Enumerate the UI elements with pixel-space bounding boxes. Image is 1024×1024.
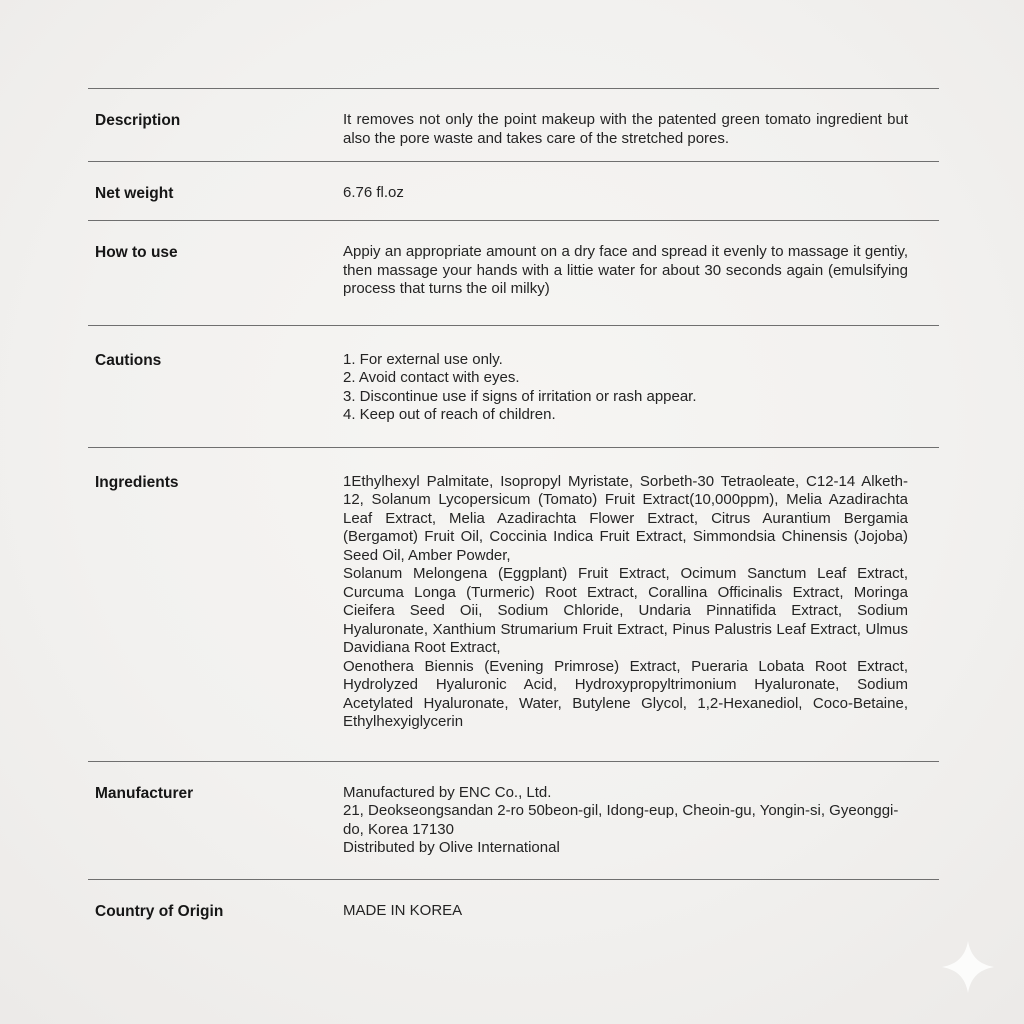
how-to-use-text: Appiy an appropriate amount on a dry face and spread it evenly to massage it gentiy, then massage your hands with a littie water for about 30 seconds again (emulsifying process that turns the oil milky) <box>343 243 908 297</box>
table-row <box>88 879 939 951</box>
product-info-table <box>88 88 939 951</box>
net-weight-value: 6.76 fl.oz <box>343 184 404 201</box>
manufacturer-line: Distributed by Olive International <box>343 839 560 856</box>
table-row <box>88 761 939 879</box>
table-row <box>88 88 939 161</box>
row-label-country-of-origin: Country of Origin <box>95 902 224 920</box>
caution-line: 4. Keep out of reach of children. <box>343 406 556 423</box>
caution-line: 2. Avoid contact with eyes. <box>343 369 520 386</box>
row-label-manufacturer: Manufacturer <box>95 784 194 802</box>
row-label-description: Description <box>95 112 181 129</box>
row-label-net-weight: Net weight <box>95 185 174 202</box>
table-row <box>88 447 939 761</box>
row-label-how-to-use: How to use <box>95 244 178 261</box>
table-row <box>88 161 939 220</box>
table-row <box>88 325 939 447</box>
manufacturer-line: Manufactured by ENC Co., Ltd. <box>343 783 552 801</box>
country-of-origin-value: MADE IN KOREA <box>343 901 463 919</box>
description-text: It removes not only the point makeup with the patented green tomato ingredient but also the pore waste and takes care of the stretched pores. <box>343 111 908 147</box>
manufacturer-line: 21, Deokseongsandan 2-ro 50beon-gil, Idong-eup, Cheoin-gu, Yongin-si, Gyeonggi-do, Korea 17130 <box>343 802 899 838</box>
row-label-cautions: Cautions <box>95 351 162 369</box>
sparkle-icon <box>942 941 994 993</box>
caution-line: 3. Discontinue use if signs of irritation or rash appear. <box>343 387 697 405</box>
row-label-ingredients: Ingredients <box>95 473 179 491</box>
ingredients-paragraph: Solanum Melongena (Eggplant) Fruit Extract, Ocimum Sanctum Leaf Extract, Curcuma Longa (Turmeric) Root Extract, Corallina Officinalis Extract, Moringa Cieifera Seed Oii, Sodium Chloride, Undaria Pinnatifida Extract, Sodium Hyaluronate, Xanthium Strumarium Fruit Extract, Pinus Palustris Leaf Extract, Ulmus Davidiana Root Extract, <box>343 565 908 656</box>
ingredients-paragraph: 1Ethylhexyl Palmitate, Isopropyl Myristate, Sorbeth-30 Tetraoleate, C12-14 Alketh-12, Solanum Lycopersicum (Tomato) Fruit Extract(10,000ppm), Melia Azadirachta Leaf Extract, Melia Azadirachta Flower Extract, Citrus Aurantium Bergamia (Bergamot) Fruit Oil, Coccinia Indica Fruit Extract, Simmondsia Chinensis (Jojoba) Seed Oil, Amber Powder, <box>343 472 908 564</box>
ingredients-paragraph: Oenothera Biennis (Evening Primrose) Extract, Pueraria Lobata Root Extract, Hydrolyzed Hyaluronic Acid, Hydroxypropyltrimonium Hyaluronate, Sodium Acetylated Hyaluronate, Water, Butylene Glycol, 1,2-Hexanediol, Coco-Betaine, Ethylhexyiglycerin <box>343 657 908 730</box>
table-row <box>88 220 939 325</box>
caution-line: 1. For external use only. <box>343 350 503 368</box>
